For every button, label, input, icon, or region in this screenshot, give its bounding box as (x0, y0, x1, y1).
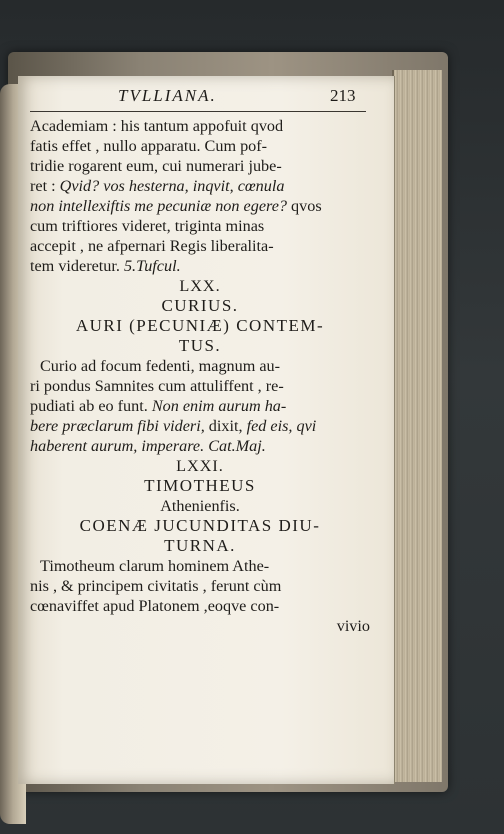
entry-title: COENÆ JUCUNDITAS DIU- (79, 516, 321, 535)
text-line: fatis effet , nullo apparatu. Cum pof- (30, 137, 268, 155)
italic-quote: fed eis, qvi (246, 417, 317, 435)
text-line (30, 416, 370, 436)
entry-title: TUS. (178, 336, 222, 355)
italic-quote: non intellexiftis me pecuniæ non egere? (30, 197, 287, 215)
text-span: tem videretur. (30, 257, 124, 275)
italic-quote: Qvid? vos hesterna, inqvit, cœnula (59, 177, 285, 195)
entry-subheading: Athenienfis. (160, 497, 240, 515)
page-number: 213 (330, 86, 356, 105)
text-line: ri pondus Samnites cum attuliffent , re- (30, 377, 284, 395)
text-line: nis , & principem civitatis , ferunt cùm (30, 577, 282, 595)
entry-number: LXX. (179, 277, 221, 295)
text-line: Curio ad focum fedenti, magnum au- (40, 357, 281, 375)
entry-title: TURNA. (164, 536, 236, 555)
entry-number: LXXI. (176, 457, 224, 475)
text-line: accepit , ne afpernari Regis liberalita- (30, 237, 274, 255)
text-line: cum triftiores videret, triginta minas (30, 217, 265, 235)
page-text (30, 116, 370, 636)
text-span: pudiati ab eo funt. (30, 397, 152, 415)
text-span: qvos (286, 197, 322, 215)
text-line (30, 256, 370, 276)
text-line: cœnaviffet apud Platonem ,eoqve con- (30, 597, 280, 615)
text-line: tridie rogarent eum, cui numerari jube- (30, 157, 282, 175)
header-rule (30, 111, 366, 112)
page-edges (392, 70, 442, 782)
source-reference: 5.Tufcul. (123, 257, 181, 275)
entry-heading: TIMOTHEUS (144, 476, 256, 495)
entry-heading: CURIUS. (161, 296, 239, 315)
text-line: haberent aurum, imperare. Cat.Maj. (30, 437, 266, 455)
text-line: Timotheum clarum hominem Athe- (40, 557, 270, 575)
text-span: ret : (30, 177, 60, 195)
text-span: dixit, (204, 417, 247, 435)
italic-quote: Non enim aurum ha- (151, 397, 287, 415)
italic-quote: bere præclarum fibi videri, (30, 417, 205, 435)
catchword: vivio (336, 617, 370, 635)
text-line (30, 196, 370, 216)
text-line (30, 396, 370, 416)
text-line: Academiam : his tantum appofuit qvod (30, 117, 284, 135)
running-head: TVLLIANA. (118, 86, 217, 105)
entry-title: AURI (PECUNIÆ) CONTEM- (75, 316, 325, 335)
text-line (30, 176, 370, 196)
